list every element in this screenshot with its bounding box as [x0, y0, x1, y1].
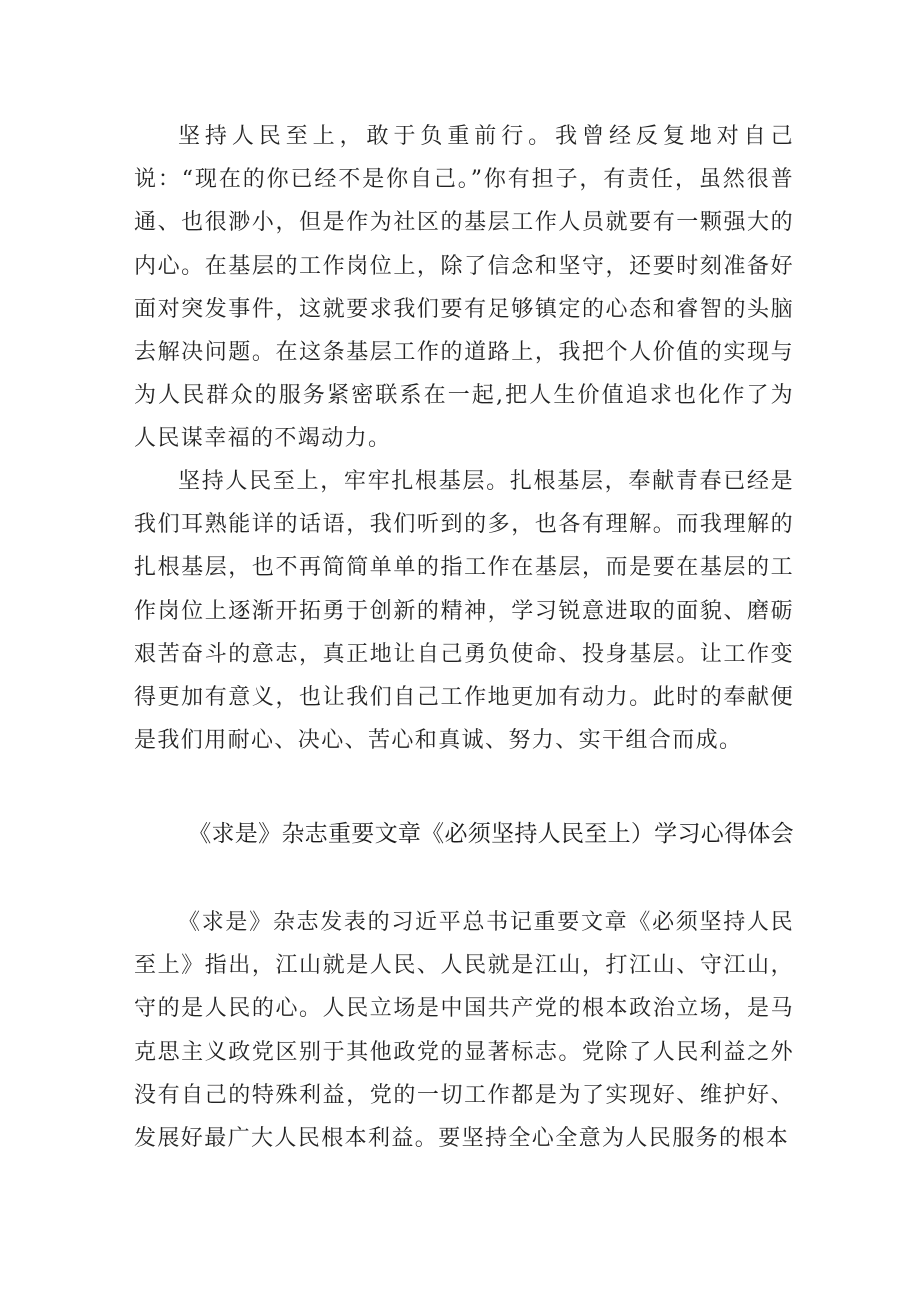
body-paragraph: 坚持人民至上，牢牢扎根基层。扎根基层，奉献青春已经是我们耳熟能详的话语，我们听到的多，也各有理解。而我理解的扎根基层，也不再简简单单的指工作在基层，而是要在基层的工作岗位上逐渐开拓勇于创新的精神，学习锐意进取的面貌、磨砺艰苦奋斗的意志，真正地让自己勇负使命、投身基层。让工作变得更加有意义，也让我们自己工作地更加有动力。此时的奉献便是我们用耐心、决心、苦心和真诚、努力、实干组合而成。: [134, 469, 794, 754]
paragraph-block: [134, 460, 794, 762]
section-heading: 《求是》杂志重要文章《必须坚持人民至上）学习心得体会: [188, 821, 794, 847]
paragraph-block: [134, 901, 794, 1160]
body-paragraph: 《求是》杂志发表的习近平总书记重要文章《必须坚持人民至上》指出，江山就是人民、人民就是江山，打江山、守江山，守的是人民的心。人民立场是中国共产党的根本政治立场，是马克思主义政党区别于其他政党的显著标志。党除了人民利益之外没有自己的特殊利益，党的一切工作都是为了实现好、维护好、发展好最广大人民根本利益。要坚持全心全意为人民服务的根本: [134, 910, 794, 1152]
body-paragraph: 坚持人民至上，敢于负重前行。我曾经反复地对自己说：“现在的你已经不是你自己。”你有担子，有责任，虽然很普通、也很渺小，但是作为社区的基层工作人员就要有一颗强大的内心。在基层的工作岗位上，除了信念和坚守，还要时刻准备好面对突发事件，这就要求我们要有足够镇定的心态和睿智的头脑去解决问题。在这条基层工作的道路上，我把个人价值的实现与为人民群众的服务紧密联系在一起,把人生价值追求也化作了为人民谋幸福的不竭动力。: [134, 124, 794, 452]
paragraph-block: [134, 115, 794, 461]
